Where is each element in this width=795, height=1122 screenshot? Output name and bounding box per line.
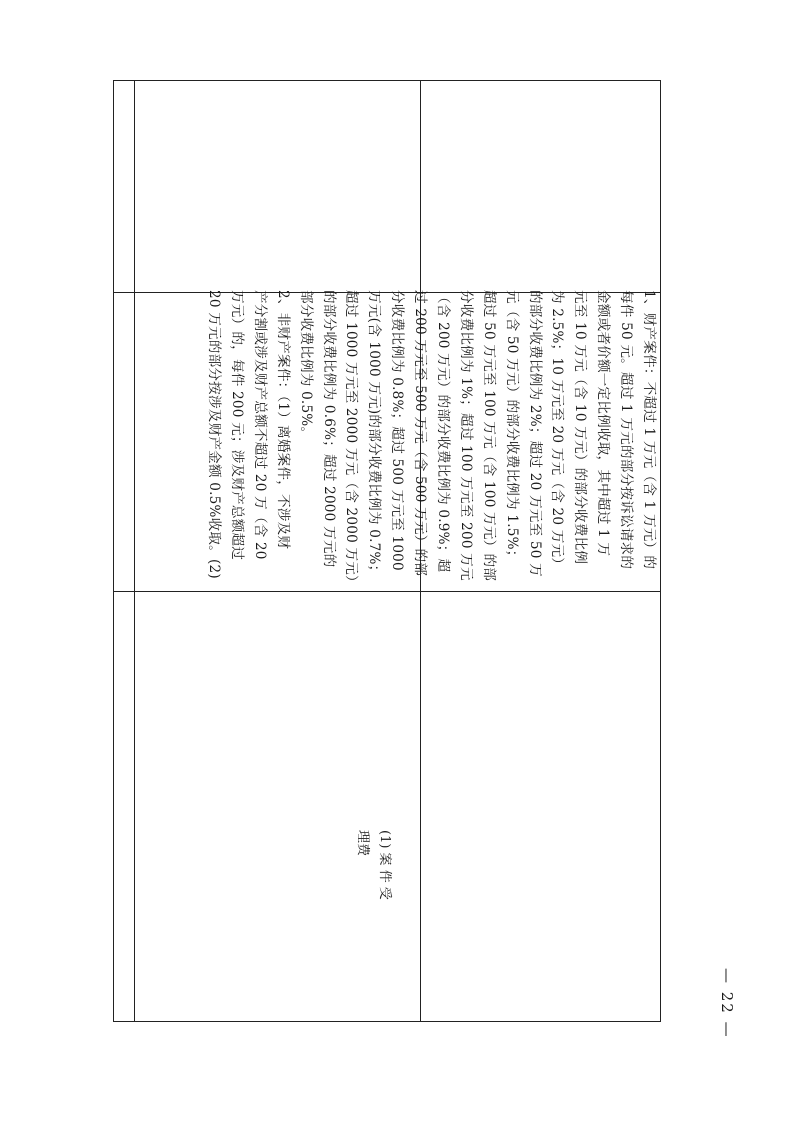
item-label-line: 理费	[355, 830, 370, 857]
content-line: 分收费比例为 0.8%；超过 500 万元至 1000	[389, 290, 406, 571]
content-line: 部分收费比例为 0.5%。	[297, 290, 314, 441]
content-line: （含 200 万元）的部分收费比例为 0.9%；超	[434, 290, 451, 573]
content-line: 为 2.5%；10 万元至 20 万元（含 20 万元）	[549, 290, 566, 572]
content-line: 元（含 50 万元）的部分收费比例为 1.5%；	[503, 290, 520, 564]
content-line: 万元(含 1000 万元)的部分收费比例为 0.7%；	[366, 290, 383, 579]
content-line: 20 万元的部分按涉及财产金额 0.5%收取。(2)	[206, 290, 223, 579]
content-line: 分收费比例为 1%；超过 100 万元至 200 万元	[457, 290, 474, 581]
fee-description-cell	[202, 290, 660, 1010]
content-line: 超过 1000 万元至 2000 万元（含 2000 万元）	[343, 290, 360, 589]
content-line: 的部分收费比例为 2%；超过 20 万元至 50 万	[526, 290, 543, 577]
content-line: 元至 10 万元（含 10 万元）的部分收费比例	[572, 290, 589, 565]
content-line: 每件 50 元。超过 1 万元的部分按诉讼请求的	[618, 290, 635, 570]
content-line: 产分割或涉及财产总额不超过 20 万（含 20	[251, 290, 268, 560]
content-line: 万元）的，每件 200 元；涉及财产总额超过	[228, 290, 245, 561]
item-label-cell	[351, 830, 395, 970]
content-line: 的部分收费比例为 0.6%；超过 2000 万元的	[320, 290, 337, 568]
content-line: 金额或者价额一定比例收取，其中超过 1 万	[595, 290, 612, 557]
content-line: 过 200 万元至 500 万元（含 500 万元）的部	[412, 290, 429, 577]
content-line: 超过 50 万元至 100 万元（含 100 万元）的部	[480, 290, 497, 582]
table-column-divider	[134, 80, 135, 1022]
page-number: — 22 —	[718, 968, 736, 1039]
content-line: 2、非财产案件：（1）离婚案件，不涉及财	[274, 290, 291, 550]
content-line: 1、财产案件：不超过 1 万元（含 1 万元）的	[641, 290, 657, 570]
item-label-line: (1) 案 件 受	[377, 830, 392, 900]
